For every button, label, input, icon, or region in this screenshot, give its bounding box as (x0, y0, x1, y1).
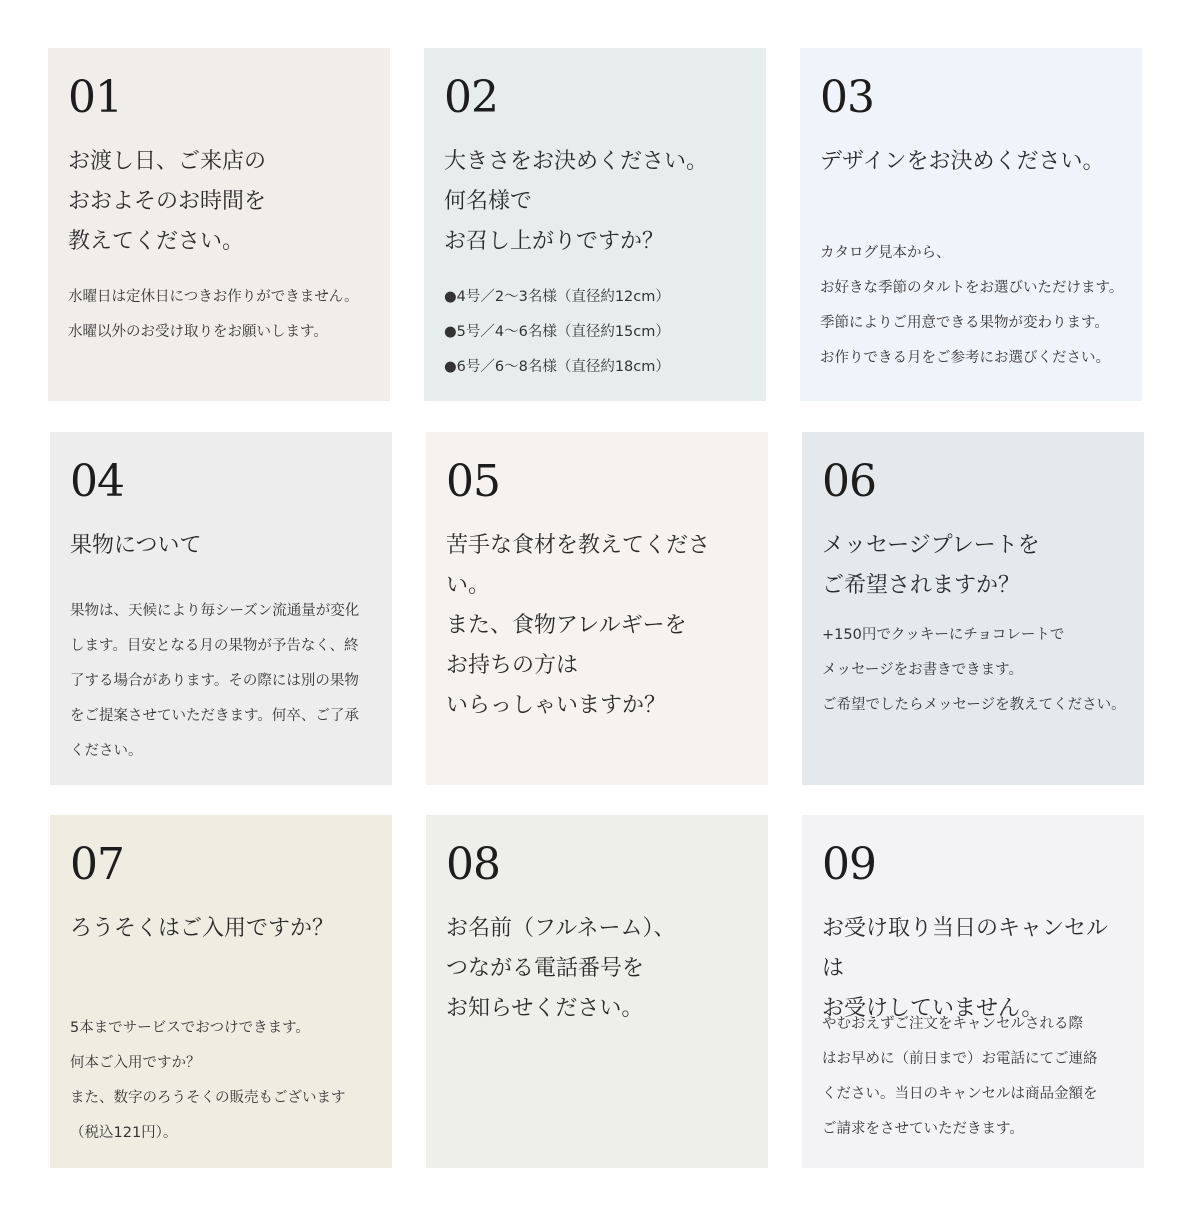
step-number: 05 (446, 456, 500, 507)
step-title: お渡し日、ご来店の おおよそのお時間を 教えてください。 (68, 149, 267, 254)
step-description: 果物は、天候により毎シーズン流通量が変化 します。目安となる月の果物が予告なく、終 了する場合があります。その際には別の果物 をご提案させていただきます。何卒、ご了承 ください。 (70, 603, 360, 759)
step-title: お名前（フルネーム）、 つながる電話番号を お知らせください。 (446, 916, 676, 1021)
step-card-06 (802, 432, 1144, 785)
step-card-09 (802, 815, 1144, 1168)
step-description: 5本までサービスでおつけできます。 何本ご入用ですか？ また、数字のろうそくの販売もございます （税込121円）。 (70, 1020, 346, 1141)
step-number: 08 (446, 839, 500, 890)
step-title: メッセージプレートを ご希望されますか？ (822, 533, 1040, 598)
step-number: 03 (820, 72, 874, 123)
step-title: 苦手な食材を教えてください。 また、食物アレルギーを お持ちの方は いらっしゃいますか？ (446, 533, 711, 718)
step-number: 07 (70, 839, 124, 890)
step-card-05 (426, 432, 768, 785)
step-number: 01 (68, 72, 122, 123)
step-number: 09 (822, 839, 876, 890)
step-card-07 (50, 815, 392, 1168)
step-title: 大きさをお決めください。 何名様で お召し上がりですか？ (444, 149, 709, 254)
step-card-03 (800, 48, 1142, 401)
step-number: 04 (70, 456, 124, 507)
step-number: 02 (444, 72, 498, 123)
step-title: デザインをお決めください。 (820, 149, 1105, 174)
step-description: ●4号／2〜3名様（直径約12cm） ●5号／4〜6名様（直径約15cm） ●6号／6〜8名様（直径約18cm） (444, 289, 670, 375)
step-card-01 (48, 48, 390, 401)
step-card-08 (426, 815, 768, 1168)
step-title: 果物について (70, 533, 202, 558)
step-description: +150円でクッキーにチョコレートで メッセージをお書きできます。 ご希望でしたらメッセージを教えてください。 (822, 627, 1126, 713)
step-description: カタログ見本から、 お好きな季節のタルトをお選びいただけます。 季節によりご用意できる果物が変わります。 お作りできる月をご参考にお選びください。 (820, 245, 1124, 366)
step-card-02 (424, 48, 766, 401)
step-number: 06 (822, 456, 876, 507)
step-description: 水曜日は定休日につきお作りができません。 水曜以外のお受け取りをお願いします。 (68, 289, 359, 340)
step-description: やむおえずご注文をキャンセルされる際 はお早めに（前日まで）お電話にてご連絡 ください。当日のキャンセルは商品金額を ご請求をさせていただきます。 (822, 1016, 1098, 1137)
step-title: ろうそくはご入用ですか？ (70, 916, 335, 941)
step-title: お受け取り当日のキャンセルは お受けしていません。 (822, 916, 1109, 1021)
step-card-04 (50, 432, 392, 785)
